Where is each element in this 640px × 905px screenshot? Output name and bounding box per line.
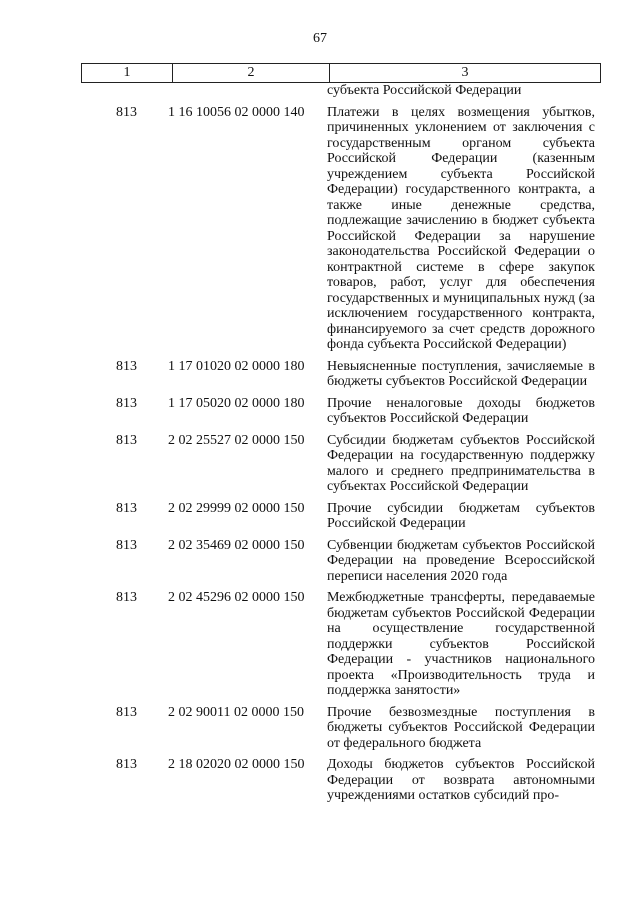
table-row [0, 757, 640, 804]
admin-code: 813 [116, 500, 137, 516]
table-row [0, 359, 640, 390]
budget-code: 2 02 90011 02 0000 150 [168, 704, 304, 720]
budget-code: 2 02 35469 02 0000 150 [168, 537, 305, 553]
revenue-description: Субвенции бюджетам субъектов Российской Федерации на проведение Всероссийской переписи населения 2020 года [327, 537, 595, 584]
revenue-description: Невыясненные поступления, зачисляемые в бюджеты субъектов Российской Федерации [327, 358, 595, 389]
continuation-text: субъекта Российской Федерации [327, 83, 522, 98]
admin-code: 813 [116, 757, 137, 772]
admin-code: 813 [116, 104, 137, 120]
table-row [0, 501, 640, 532]
budget-code: 2 02 29999 02 0000 150 [168, 500, 305, 516]
admin-code: 813 [116, 358, 137, 374]
table-row [0, 590, 640, 699]
table-row [0, 396, 640, 427]
table-row [0, 433, 640, 495]
header-col-1: 1 [82, 64, 173, 82]
admin-code: 813 [116, 704, 137, 720]
budget-code: 1 17 01020 02 0000 180 [168, 358, 305, 374]
header-col-2: 2 [173, 64, 330, 82]
revenue-description: Платежи в целях возмещения убытков, причиненных уклонением от заключения с государственным органом субъекта Российской Федерации (казенным учреждением субъекта Российской Федерации) государственного контракта, а также иные денежные средства, подлежащие зачислению в бюджет субъекта Российской Федерации за нарушение законодательства Российской Федерации о контрактной системе в сфере закупок товаров, работ, услуг для обеспечения государственных и муниципальных нужд (за исключением государственного контракта, финансируемого за счет средств дорожного фонда субъекта Российской Федерации) [327, 104, 595, 352]
revenue-description: Межбюджетные трансферты, передаваемые бюджетам субъектов Российской Федерации на осуществление государственной поддержки субъектов Российской Федерации - участников национального проекта «Производительность труда и поддержка занятости» [327, 590, 595, 698]
admin-code: 813 [116, 432, 137, 448]
budget-code: 1 16 10056 02 0000 140 [168, 104, 305, 120]
revenue-description: Субсидии бюджетам субъектов Российской Федерации на государственную поддержку малого и среднего предпринимательства в субъектах Российской Федерации [327, 432, 595, 494]
table-header [81, 63, 601, 83]
budget-code: 2 02 25527 02 0000 150 [168, 432, 305, 448]
revenue-description: Прочие субсидии бюджетам субъектов Российской Федерации [327, 500, 595, 531]
header-col-3: 3 [461, 65, 469, 80]
admin-code: 813 [116, 590, 137, 605]
table-row [0, 105, 640, 353]
table-row [0, 538, 640, 585]
admin-code: 813 [116, 537, 137, 553]
table-row-continuation [0, 83, 640, 99]
budget-code: 2 18 02020 02 0000 150 [168, 757, 305, 772]
table-row [0, 705, 640, 752]
page-number: 67 [313, 31, 327, 46]
budget-code: 2 02 45296 02 0000 150 [168, 590, 305, 605]
admin-code: 813 [116, 395, 137, 411]
budget-code: 1 17 05020 02 0000 180 [168, 395, 305, 411]
table-body [0, 83, 640, 810]
revenue-description: Доходы бюджетов субъектов Российской Федерации от возврата автономными учреждениями остатков субсидий про- [327, 757, 595, 803]
revenue-description: Прочие неналоговые доходы бюджетов субъектов Российской Федерации [327, 395, 595, 426]
revenue-description: Прочие безвозмездные поступления в бюджеты субъектов Российской Федерации от федерального бюджета [327, 704, 595, 751]
